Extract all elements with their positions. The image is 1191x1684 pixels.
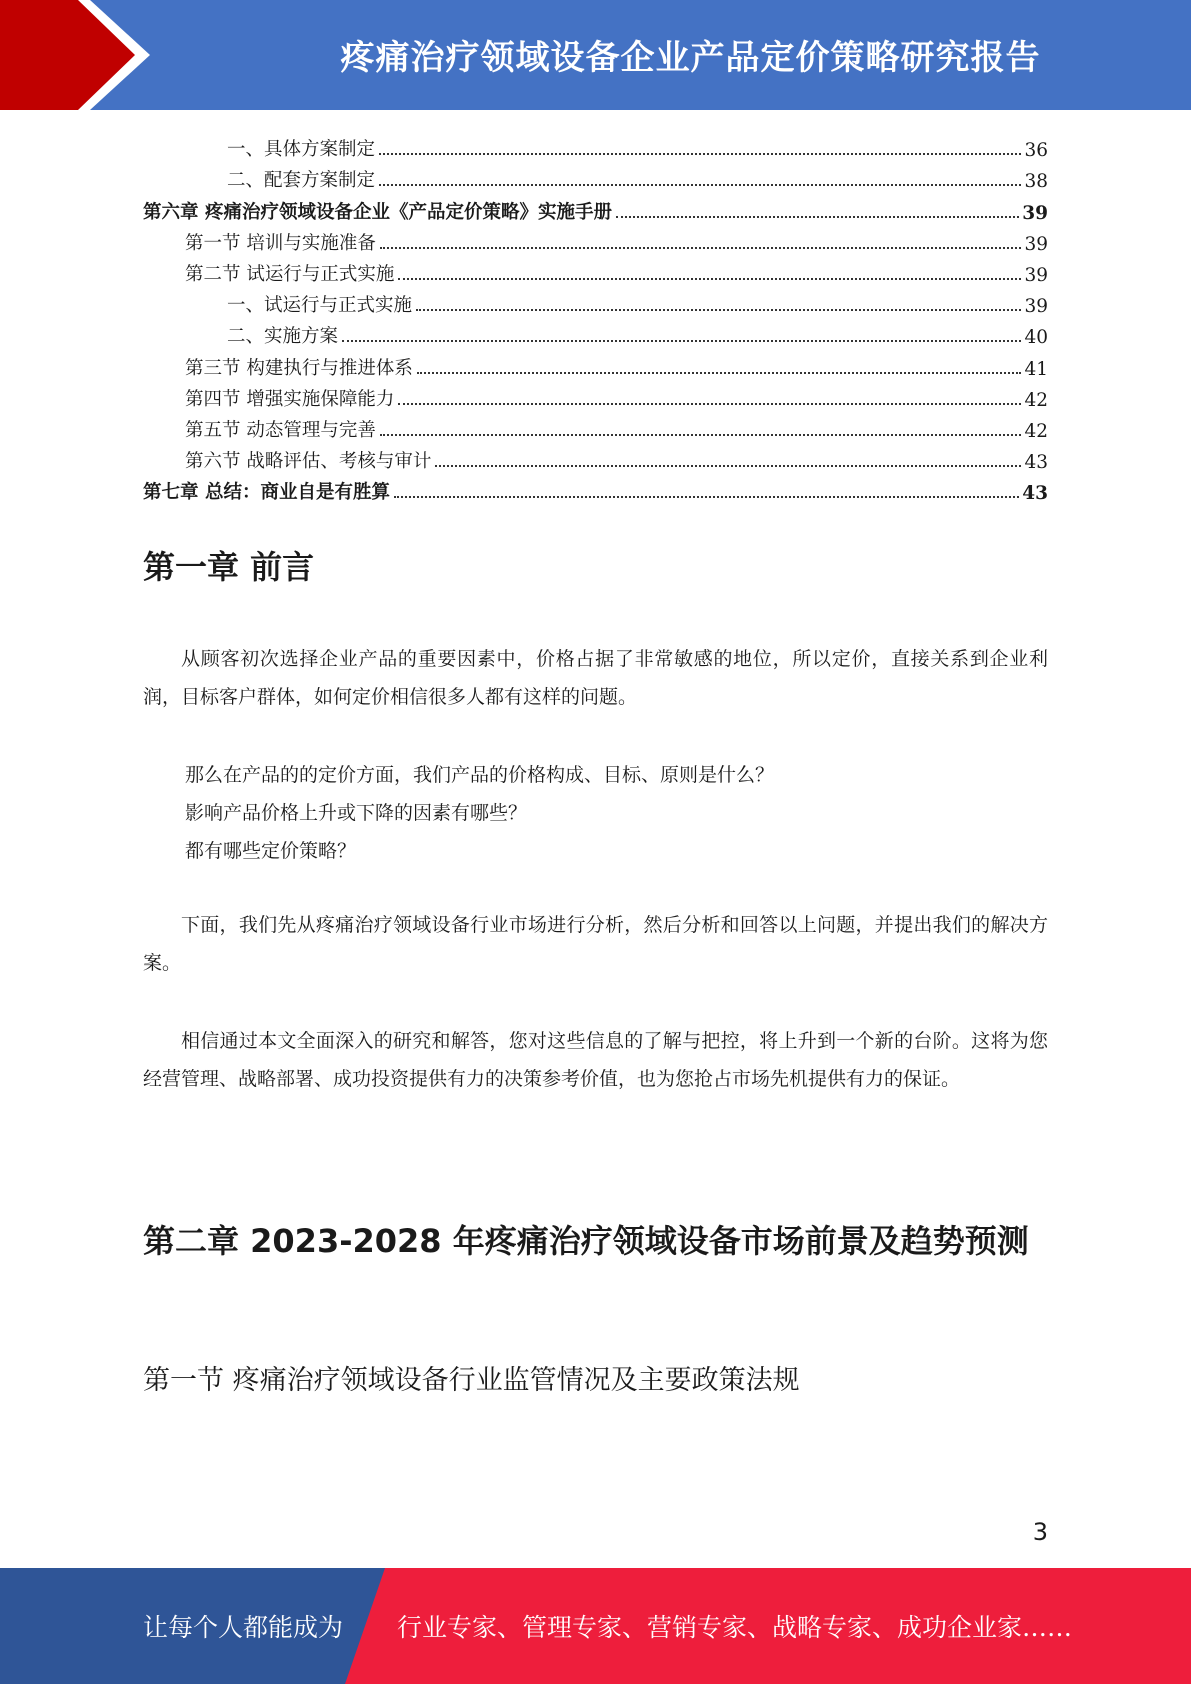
toc-dot-leader <box>379 184 1021 186</box>
toc-entry[interactable] <box>143 286 1048 317</box>
chapter-heading: 第一章 前言 <box>143 548 315 586</box>
toc-entry-title: 一、具体方案制定 <box>227 139 376 161</box>
section-heading: 第一节 疼痛治疗领域设备行业监管情况及主要政策法规 <box>143 1365 800 1396</box>
toc-entry[interactable] <box>143 380 1048 411</box>
toc-dot-leader <box>380 247 1022 249</box>
header-arrow-graphic <box>0 0 160 110</box>
toc-entry-title: 第七章 总结：商业自是有胜算 <box>143 482 390 504</box>
toc-dot-leader <box>379 153 1021 155</box>
toc-entry-title: 第四节 增强实施保障能力 <box>185 388 395 410</box>
page-number: 3 <box>1032 1518 1048 1546</box>
toc-entry-page: 41 <box>1024 358 1048 380</box>
footer-slogan-left: 让每个人都能成为 <box>143 1613 344 1642</box>
question-line: 都有哪些定价策略？ <box>185 840 357 862</box>
question-line: 那么在产品的的定价方面，我们产品的价格构成、目标、原则是什么？ <box>185 764 775 786</box>
toc-entry[interactable] <box>143 161 1048 192</box>
toc-dot-leader <box>616 216 1019 218</box>
toc-dot-leader <box>398 278 1021 280</box>
toc-entry[interactable] <box>143 411 1048 442</box>
toc-dot-leader <box>380 434 1022 436</box>
toc-entry-title: 一、试运行与正式实施 <box>227 295 413 317</box>
page-footer <box>0 1568 1191 1684</box>
toc-entry-title: 第六节 战略评估、考核与审计 <box>185 451 432 473</box>
report-title: 疼痛治疗领域设备企业产品定价策略研究报告 <box>340 37 1041 78</box>
toc-dot-leader <box>416 309 1021 311</box>
toc-entry[interactable] <box>143 317 1048 348</box>
toc-entry-page: 39 <box>1024 264 1048 286</box>
toc-entry[interactable] <box>143 130 1048 161</box>
toc-dot-leader <box>342 340 1021 342</box>
paragraph: 从顾客初次选择企业产品的重要因素中，价格占据了非常敏感的地位，所以定价，直接关系到企业利润，目标客户群体，如何定价相信很多人都有这样的问题。 <box>143 648 1048 708</box>
toc-entry-title: 二、配套方案制定 <box>227 170 376 192</box>
toc-entry[interactable] <box>143 192 1048 223</box>
toc-entry[interactable] <box>143 348 1048 379</box>
toc-dot-leader <box>435 465 1021 467</box>
toc-entry[interactable] <box>143 442 1048 473</box>
toc-entry-page: 39 <box>1022 202 1048 224</box>
toc-dot-leader <box>417 372 1022 374</box>
toc-entry-page: 42 <box>1024 389 1048 411</box>
paragraph: 下面，我们先从疼痛治疗领域设备行业市场进行分析，然后分析和回答以上问题，并提出我们的解决方案。 <box>143 914 1048 974</box>
toc-entry-title: 二、实施方案 <box>227 326 339 348</box>
toc-entry-page: 39 <box>1024 296 1048 318</box>
toc-entry-page: 40 <box>1024 327 1048 349</box>
toc-entry-page: 42 <box>1024 420 1048 442</box>
toc-entry[interactable] <box>143 473 1048 504</box>
question-line: 影响产品价格上升或下降的因素有哪些？ <box>185 802 528 824</box>
toc-entry-title: 第一节 培训与实施准备 <box>185 232 376 254</box>
page-header <box>0 0 1191 110</box>
toc-dot-leader <box>394 496 1019 498</box>
toc-entry-title: 第五节 动态管理与完善 <box>185 419 376 441</box>
chapter-heading: 第二章 2023-2028 年疼痛治疗领域设备市场前景及趋势预测 <box>143 1222 1029 1260</box>
toc-entry-title: 第六章 疼痛治疗领域设备企业《产品定价策略》实施手册 <box>143 201 612 223</box>
toc-entry-title: 第二节 试运行与正式实施 <box>185 263 395 285</box>
toc-entry-page: 38 <box>1024 171 1048 193</box>
toc-dot-leader <box>398 403 1021 405</box>
toc-entry-title: 第三节 构建执行与推进体系 <box>185 357 413 379</box>
toc-entry-page: 36 <box>1024 140 1048 162</box>
toc-entry-page: 43 <box>1024 452 1048 474</box>
toc-entry[interactable] <box>143 224 1048 255</box>
table-of-contents <box>143 130 1048 504</box>
toc-entry-page: 39 <box>1024 233 1048 255</box>
toc-entry[interactable] <box>143 255 1048 286</box>
footer-slogan-right: 行业专家、管理专家、营销专家、战略专家、成功企业家…… <box>397 1613 1073 1642</box>
toc-entry-page: 43 <box>1022 483 1048 505</box>
paragraph: 相信通过本文全面深入的研究和解答，您对这些信息的了解与把控，将上升到一个新的台阶。这将为您经营管理、战略部署、成功投资提供有力的决策参考价值，也为您抢占市场先机提供有力的保证。 <box>143 1030 1048 1090</box>
